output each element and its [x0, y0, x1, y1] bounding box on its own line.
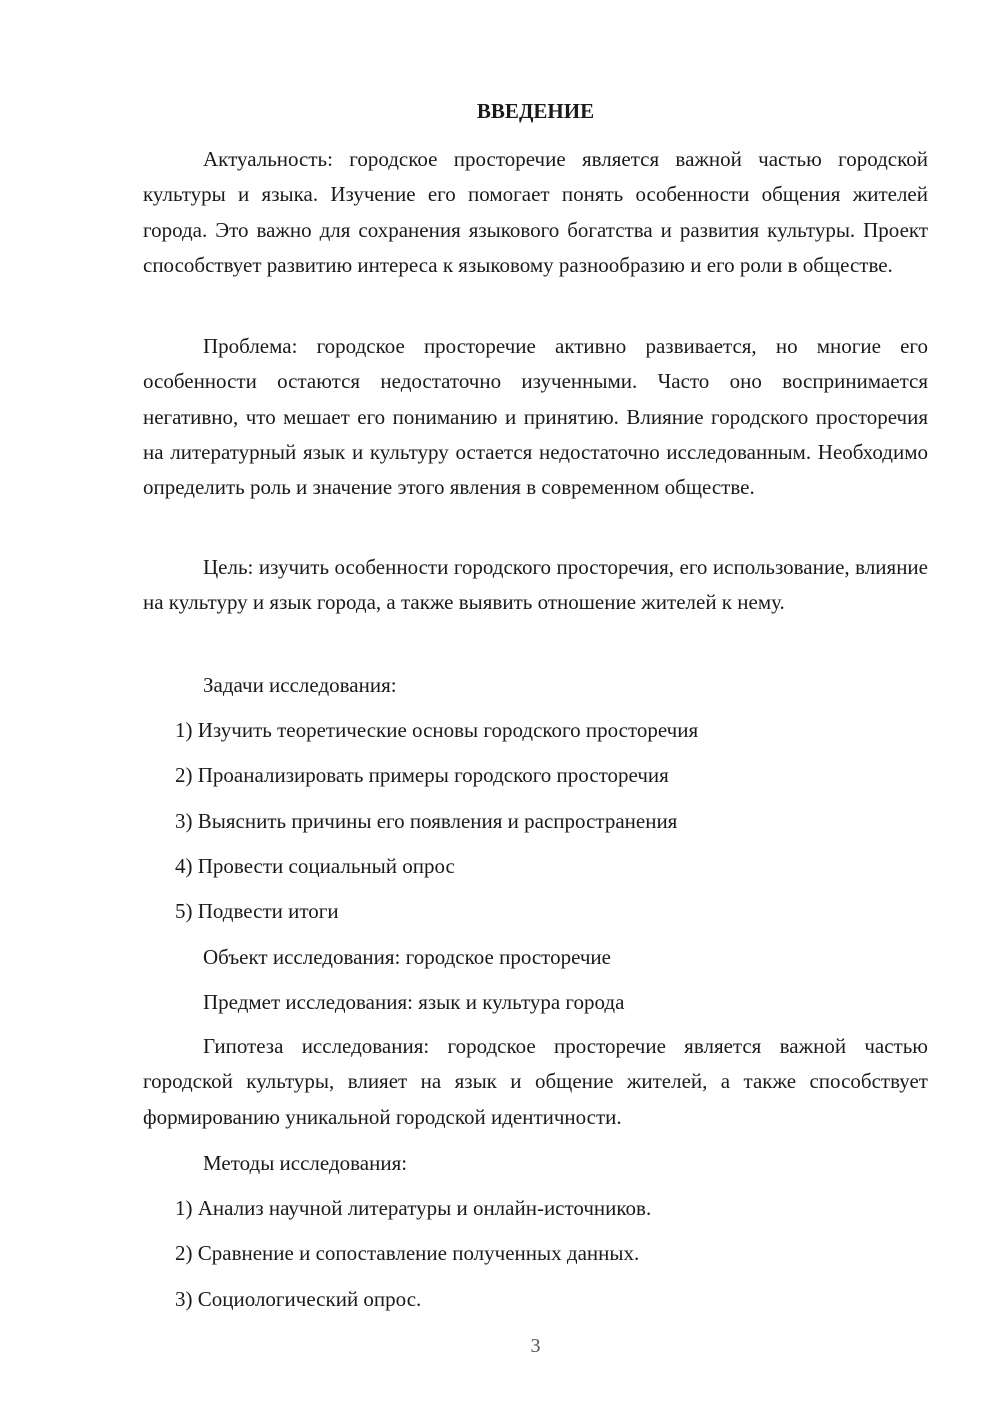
relevance-paragraph: Актуальность: городское просторечие является важной частью городской культуры и языка. Изучение его помогает понять особенности общения жителей города. Это важно для сохранения языкового богатства и развития культуры. Проект способствует развитию интереса к языковому разнообразию и его роли в обществе.: [143, 147, 928, 277]
goal-paragraph: Цель: изучить особенности городского просторечия, его использование, влияние на культуру и язык города, а также выявить отношение жителей к нему.: [143, 555, 928, 615]
methods-heading: Методы исследования:: [203, 1151, 408, 1175]
task-item: 2) Проанализировать примеры городского просторечия: [175, 763, 669, 787]
page-number: 3: [530, 1335, 541, 1357]
hypothesis-paragraph: Гипотеза исследования: городское просторечие является важной частью городской культуры, влияет на язык и общение жителей, а также способствует формированию уникальной городской идентичности.: [143, 1034, 928, 1129]
method-item: 3) Социологический опрос.: [175, 1287, 422, 1311]
section-title: ВВЕДЕНИЕ: [476, 99, 595, 123]
task-item: 1) Изучить теоретические основы городского просторечия: [175, 718, 699, 742]
document-page: [143, 0, 928, 1414]
method-item: 1) Анализ научной литературы и онлайн-источников.: [175, 1196, 652, 1220]
task-item: 4) Провести социальный опрос: [175, 854, 455, 878]
research-subject: Предмет исследования: язык и культура города: [203, 990, 625, 1014]
task-item: 3) Выяснить причины его появления и распространения: [175, 809, 678, 833]
tasks-heading: Задачи исследования:: [203, 673, 397, 697]
method-item: 2) Сравнение и сопоставление полученных данных.: [175, 1241, 640, 1265]
research-object: Объект исследования: городское просторечие: [203, 945, 611, 969]
problem-paragraph: Проблема: городское просторечие активно развивается, но многие его особенности остаются недостаточно изученными. Часто оно воспринимается негативно, что мешает его пониманию и принятию. Влияние городского просторечия на литературный язык и культуру остается недостаточно исследованным. Необходимо определить роль и значение этого явления в современном обществе.: [143, 334, 928, 500]
task-item: 5) Подвести итоги: [175, 899, 339, 923]
